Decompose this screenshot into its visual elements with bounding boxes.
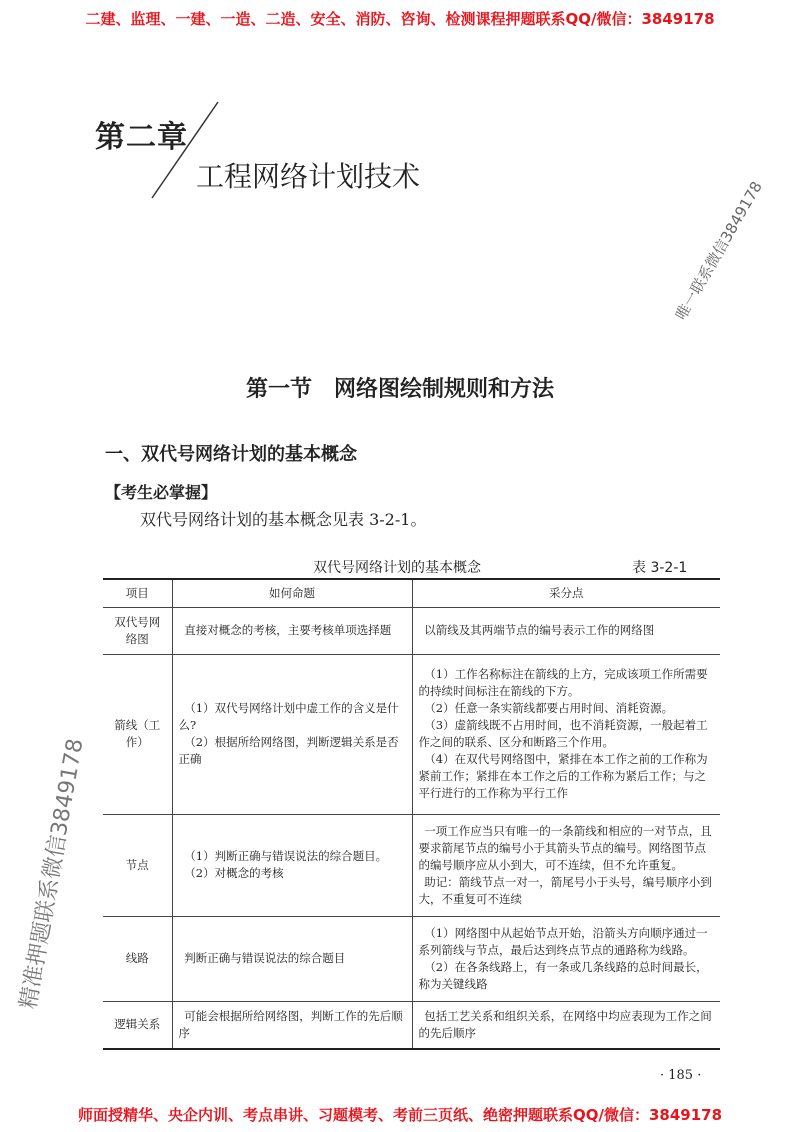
bottom-banner: 师面授精华、央企内训、考点串讲、习题模考、考前三页纸、绝密押题联系QQ/微信：3849178 xyxy=(77,1106,723,1124)
table-row xyxy=(103,607,720,654)
question-cell xyxy=(172,916,412,1001)
header-cell: 采分点 xyxy=(412,579,720,607)
points-line: 包括工艺关系和组织关系，在网络中均应表现为工作之间的先后顺序 xyxy=(418,1008,712,1040)
points-line: 一项工作应当只有唯一的一条箭线和相应的一对节点，且要求箭尾节点的编号小于其箭头节点的编号。网络图节点的编号顺序应从小到大，可不连续，但不允许重复。 xyxy=(418,823,712,872)
question-line: 直接对概念的考核，主要考核单项选择题 xyxy=(184,623,392,637)
question-cell xyxy=(172,607,412,654)
top-banner: 二建、监理、一建、一造、二造、安全、消防、咨询、检测课程押题联系QQ/微信：3849178 xyxy=(85,10,715,28)
points-line: （2）任意一条实箭线都要占用时间、消耗资源。 xyxy=(424,701,674,715)
table-number: 表 3-2-1 xyxy=(632,560,688,576)
question-line: （1）判断正确与错误说法的综合题目。 xyxy=(184,849,388,863)
section-title: 第一节 网络图绘制规则和方法 xyxy=(245,377,554,402)
concept-table xyxy=(103,578,720,1050)
heading: 一、双代号网络计划的基本概念 xyxy=(105,444,357,465)
points-line: （1）工作名称标注在箭线的上方，完成该项工作所需要的持续时间标注在箭线的下方。 xyxy=(418,667,708,698)
question-cell xyxy=(172,814,412,916)
item-cell: 节点 xyxy=(103,814,172,916)
table-row xyxy=(103,654,720,814)
points-line: （3）虚箭线既不占用时间，也不消耗资源，一般起着工作之间的联系、区分和断路三个作用。 xyxy=(418,718,708,749)
chapter-title: 工程网络计划技术 xyxy=(196,160,421,193)
table-caption: 双代号网络计划的基本概念 xyxy=(313,560,481,576)
item-cell: 线路 xyxy=(103,916,172,1001)
paragraph: 双代号网络计划的基本概念见表 3-2-1。 xyxy=(140,510,427,529)
header-cell: 项目 xyxy=(103,579,172,607)
header-cell: 如何命题 xyxy=(172,579,412,607)
item-cell: 箭线（工作） xyxy=(103,654,172,814)
table-row xyxy=(103,1001,720,1049)
item-cell: 逻辑关系 xyxy=(103,1001,172,1049)
page-number: · 185 · xyxy=(660,1068,702,1083)
watermark: 唯一联系微信3849178 xyxy=(671,178,766,324)
points-cell xyxy=(412,607,720,654)
question-cell xyxy=(172,1001,412,1049)
points-cell xyxy=(412,814,720,916)
question-line: （2）根据所给网络图，判断逻辑关系是否正确 xyxy=(178,735,399,766)
question-line: 判断正确与错误说法的综合题目 xyxy=(184,951,346,965)
points-line: 以箭线及其两端节点的编号表示工作的网络图 xyxy=(424,623,655,637)
chapter-number: 第二章 xyxy=(95,120,188,155)
watermark: 精准押题联系微信3849178 xyxy=(16,736,89,1011)
points-cell xyxy=(412,916,720,1001)
points-line: （2）在各条线路上，有一条或几条线路的总时间最长，称为关键线路 xyxy=(418,959,708,991)
table-row xyxy=(103,916,720,1001)
points-line: （4）在双代号网络图中，紧排在本工作之前的工作称为紧前工作；紧排在本工作之后的工作称为紧后工作；与之平行进行的工作称为平行工作 xyxy=(418,752,708,800)
question-cell xyxy=(172,654,412,814)
must-know-label: 【考生必掌握】 xyxy=(105,483,218,502)
points-line: 助记：箭线节点一对一，箭尾号小于头号，编号顺序小到大，不重复可不连续 xyxy=(418,874,712,906)
question-line: （1）双代号网络计划中虚工作的含义是什么? xyxy=(178,701,399,732)
points-cell xyxy=(412,1001,720,1049)
table-row xyxy=(103,814,720,916)
points-line: （1）网络图中从起始节点开始，沿箭头方向顺序通过一系列箭线与节点，最后达到终点节点的通路称为线路。 xyxy=(418,925,708,957)
question-line: 可能会根据所给网络图，判断工作的先后顺序 xyxy=(178,1008,403,1040)
table-header-row xyxy=(103,579,720,607)
item-cell: 双代号网络图 xyxy=(103,607,172,654)
question-line: （2）对概念的考核 xyxy=(184,866,284,880)
points-cell xyxy=(412,654,720,814)
